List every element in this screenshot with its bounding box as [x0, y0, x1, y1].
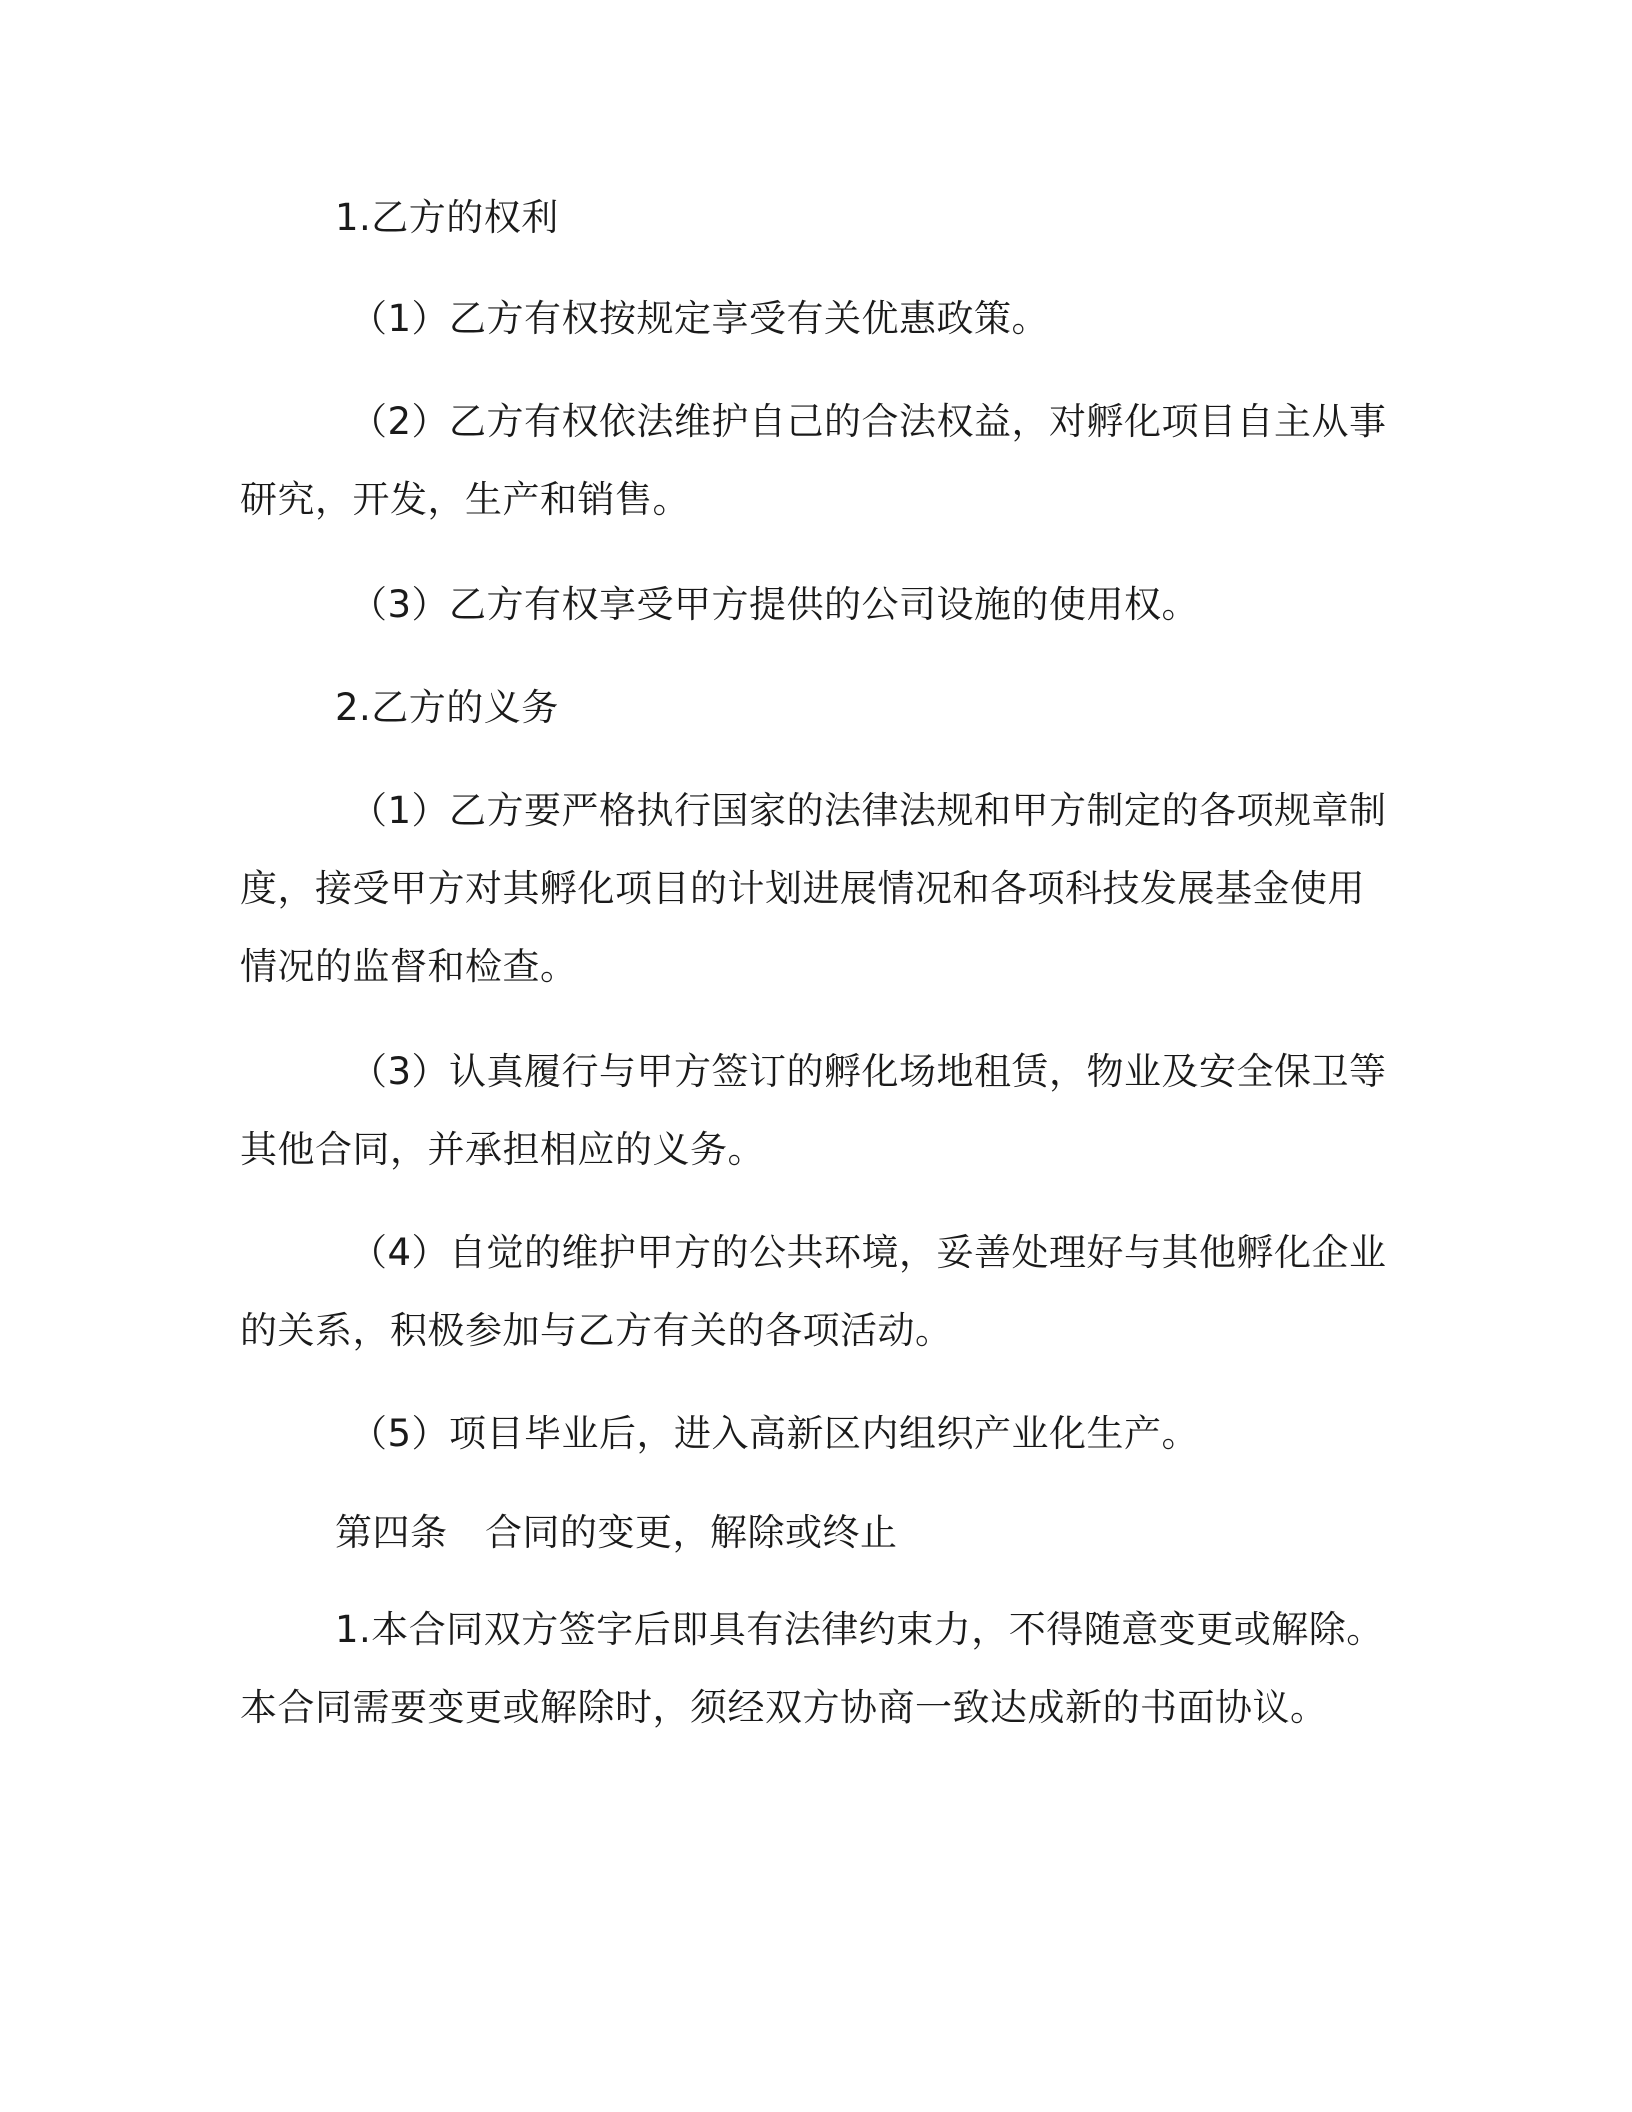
obligations-item-4-line-1: （4）自觉的维护甲方的公共环境，妥善处理好与其他孵化企业	[350, 1231, 1387, 1274]
obligations-item-5: （5）项目毕业后，进入高新区内组织产业化生产。	[350, 1412, 1200, 1455]
obligations-item-1-line-3: 情况的监督和检查。	[240, 945, 578, 988]
rights-item-3: （3）乙方有权享受甲方提供的公司设施的使用权。	[350, 583, 1200, 626]
obligations-item-3-line-2: 其他合同，并承担相应的义务。	[240, 1128, 765, 1171]
obligations-item-4-line-2: 的关系，积极参加与乙方有关的各项活动。	[240, 1309, 953, 1352]
article-four-heading: 第四条 合同的变更，解除或终止	[335, 1511, 898, 1554]
obligations-item-1-line-2: 度，接受甲方对其孵化项目的计划进展情况和各项科技发展基金使用	[240, 867, 1365, 910]
obligations-item-1-line-1: （1）乙方要严格执行国家的法律法规和甲方制定的各项规章制	[350, 789, 1387, 832]
rights-item-2-line-1: （2）乙方有权依法维护自己的合法权益，对孵化项目自主从事	[350, 400, 1387, 443]
section-heading-rights: 1.乙方的权利	[335, 196, 559, 239]
rights-item-1: （1）乙方有权按规定享受有关优惠政策。	[350, 297, 1050, 340]
section-heading-obligations: 2.乙方的义务	[335, 686, 559, 729]
rights-item-2-line-2: 研究，开发，生产和销售。	[240, 478, 690, 521]
obligations-item-3-line-1: （3）认真履行与甲方签订的孵化场地租赁，物业及安全保卫等	[350, 1050, 1387, 1093]
article-four-para-line-1: 1.本合同双方签字后即具有法律约束力，不得随意变更或解除。	[335, 1608, 1384, 1651]
article-four-para-line-2: 本合同需要变更或解除时，须经双方协商一致达成新的书面协议。	[240, 1686, 1328, 1729]
